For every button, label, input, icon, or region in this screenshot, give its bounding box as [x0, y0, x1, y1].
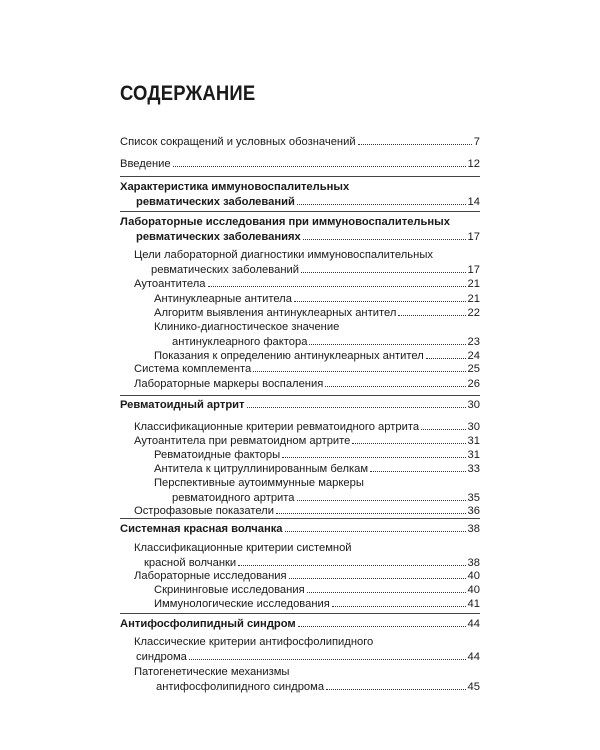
- entry-text-line1: Перспективные аутоиммунные маркеры: [154, 477, 364, 489]
- toc-entry: [134, 434, 480, 449]
- dot-leader: [285, 531, 466, 532]
- dot-leader: [398, 315, 465, 316]
- section-divider: [120, 518, 480, 519]
- entry-text-line1: Цели лабораторной диагностики иммуновоспалительных: [134, 249, 433, 261]
- entry-text: Ревматоидный артрит: [120, 399, 245, 411]
- dot-leader: [297, 204, 466, 205]
- dot-leader: [282, 457, 465, 458]
- toc-entry: [134, 377, 480, 392]
- entry-text: Лабораторные маркеры воспаления: [134, 378, 324, 390]
- toc-entry: [154, 320, 480, 350]
- entry-text: красной волчанки: [144, 557, 237, 569]
- entry-page: 23: [467, 336, 480, 348]
- entry-page: 30: [467, 399, 480, 411]
- toc-chapter: [120, 617, 480, 632]
- entry-page: 31: [467, 449, 480, 461]
- dot-leader: [352, 443, 465, 444]
- toc-entry: [154, 292, 480, 307]
- entry-text-line1: Классические критерии антифосфолипидного: [134, 636, 374, 648]
- dot-leader: [426, 358, 466, 359]
- toc-entry: [154, 476, 480, 506]
- entry-page: 45: [467, 681, 480, 693]
- entry-text: Аутоантитела: [134, 278, 206, 290]
- entry-page: 38: [467, 557, 480, 569]
- entry-text: Антитела к цитруллинированным белкам: [154, 463, 369, 475]
- entry-text: антифосфолипидного синдрома: [156, 681, 325, 693]
- entry-page: 7: [473, 136, 480, 148]
- entry-page: 14: [467, 196, 480, 208]
- dot-leader: [307, 592, 466, 593]
- entry-page: 44: [467, 651, 480, 663]
- entry-text: ревматических заболеваниях: [136, 231, 301, 243]
- entry-text: Аутоантитела при ревматоидном артрите: [134, 435, 351, 447]
- dot-leader: [247, 407, 466, 408]
- entry-text-line1: Патогенетические механизмы: [134, 666, 290, 678]
- entry-page: 21: [467, 293, 480, 305]
- toc-entry: [120, 157, 480, 172]
- dot-leader: [173, 166, 466, 167]
- toc-entry: [154, 462, 480, 477]
- entry-page: 17: [467, 264, 480, 276]
- entry-page: 17: [467, 231, 480, 243]
- dot-leader: [421, 429, 466, 430]
- entry-text: Список сокращений и условных обозначений: [120, 136, 356, 148]
- entry-text: Острофазовые показатели: [134, 505, 274, 517]
- entry-text: Алгоритм выявления антинуклеарных антител: [154, 307, 397, 319]
- toc-chapter: [120, 215, 480, 245]
- toc-entry: [120, 135, 480, 150]
- dot-leader: [358, 144, 472, 145]
- entry-text-line1: Лабораторные исследования при иммуновоспалительных: [120, 216, 450, 228]
- toc-entry: [154, 306, 480, 321]
- entry-text-line1: Классификационные критерии системной: [134, 542, 352, 554]
- toc-entry: [134, 362, 480, 377]
- dot-leader: [289, 578, 466, 579]
- dot-leader: [297, 500, 466, 501]
- dot-leader: [294, 301, 466, 302]
- entry-page: 35: [467, 492, 480, 504]
- toc-entry: [134, 277, 480, 292]
- toc-entry: [134, 635, 480, 665]
- entry-text: Антифосфолипидный синдром: [120, 618, 296, 630]
- dot-leader: [303, 239, 466, 240]
- dot-leader: [332, 606, 466, 607]
- entry-text-line1: Характеристика иммуновоспалительных: [120, 181, 350, 193]
- entry-text-line1: Клинико-диагностическое значение: [154, 321, 340, 333]
- section-divider: [120, 211, 480, 212]
- dot-leader: [298, 626, 466, 627]
- entry-page: 21: [467, 278, 480, 290]
- section-divider: [120, 395, 480, 396]
- entry-text: Скрининговые исследования: [154, 584, 305, 596]
- entry-page: 40: [467, 570, 480, 582]
- entry-text: ревматоидного артрита: [172, 492, 295, 504]
- entry-text: ревматических заболеваний: [151, 264, 299, 276]
- toc-entry: [154, 448, 480, 463]
- toc-entry: [134, 504, 480, 519]
- entry-page: 12: [467, 158, 480, 170]
- page-title: СОДЕРЖАНИЕ: [120, 82, 256, 105]
- entry-text: Лабораторные исследования: [134, 570, 287, 582]
- entry-text: ревматических заболеваний: [136, 196, 295, 208]
- entry-page: 31: [467, 435, 480, 447]
- section-divider: [120, 176, 480, 177]
- toc-entry: [134, 569, 480, 584]
- entry-page: 22: [467, 307, 480, 319]
- toc-entry: [154, 597, 480, 612]
- dot-leader: [309, 344, 465, 345]
- dot-leader: [276, 513, 466, 514]
- entry-text: Система комплемента: [134, 363, 252, 375]
- entry-page: 25: [467, 363, 480, 375]
- toc-entry: [154, 583, 480, 598]
- dot-leader: [253, 371, 465, 372]
- entry-page: 26: [467, 378, 480, 390]
- section-divider: [120, 613, 480, 614]
- entry-page: 38: [467, 523, 480, 535]
- entry-text: Системная красная волчанка: [120, 523, 283, 535]
- toc-entry: [134, 420, 480, 435]
- entry-text: Иммунологические исследования: [154, 598, 330, 610]
- dot-leader: [189, 659, 466, 660]
- dot-leader: [208, 286, 466, 287]
- toc-entry: [134, 541, 480, 571]
- dot-leader: [238, 565, 465, 566]
- entry-page: 40: [467, 584, 480, 596]
- toc-entry: [134, 248, 480, 278]
- dot-leader: [325, 386, 465, 387]
- entry-text: Ревматоидные факторы: [154, 449, 281, 461]
- dot-leader: [326, 689, 465, 690]
- entry-text: Антинуклеарные антитела: [154, 293, 292, 305]
- entry-page: 33: [467, 463, 480, 475]
- entry-page: 24: [467, 350, 480, 362]
- dot-leader: [301, 272, 466, 273]
- entry-text: антинуклеарного фактора: [172, 336, 308, 348]
- entry-page: 36: [467, 505, 480, 517]
- toc-chapter: [120, 180, 480, 210]
- entry-page: 44: [467, 618, 480, 630]
- entry-text: синдрома: [136, 651, 187, 663]
- entry-text: Классификационные критерии ревматоидного артрита: [134, 421, 420, 433]
- dot-leader: [370, 471, 465, 472]
- toc-chapter: [120, 398, 480, 413]
- toc-entry: [134, 665, 480, 695]
- toc-chapter: [120, 522, 480, 537]
- entry-page: 41: [467, 598, 480, 610]
- entry-text: Показания к определению антинуклеарных антител: [154, 350, 424, 362]
- entry-page: 30: [467, 421, 480, 433]
- entry-text: Введение: [120, 158, 171, 170]
